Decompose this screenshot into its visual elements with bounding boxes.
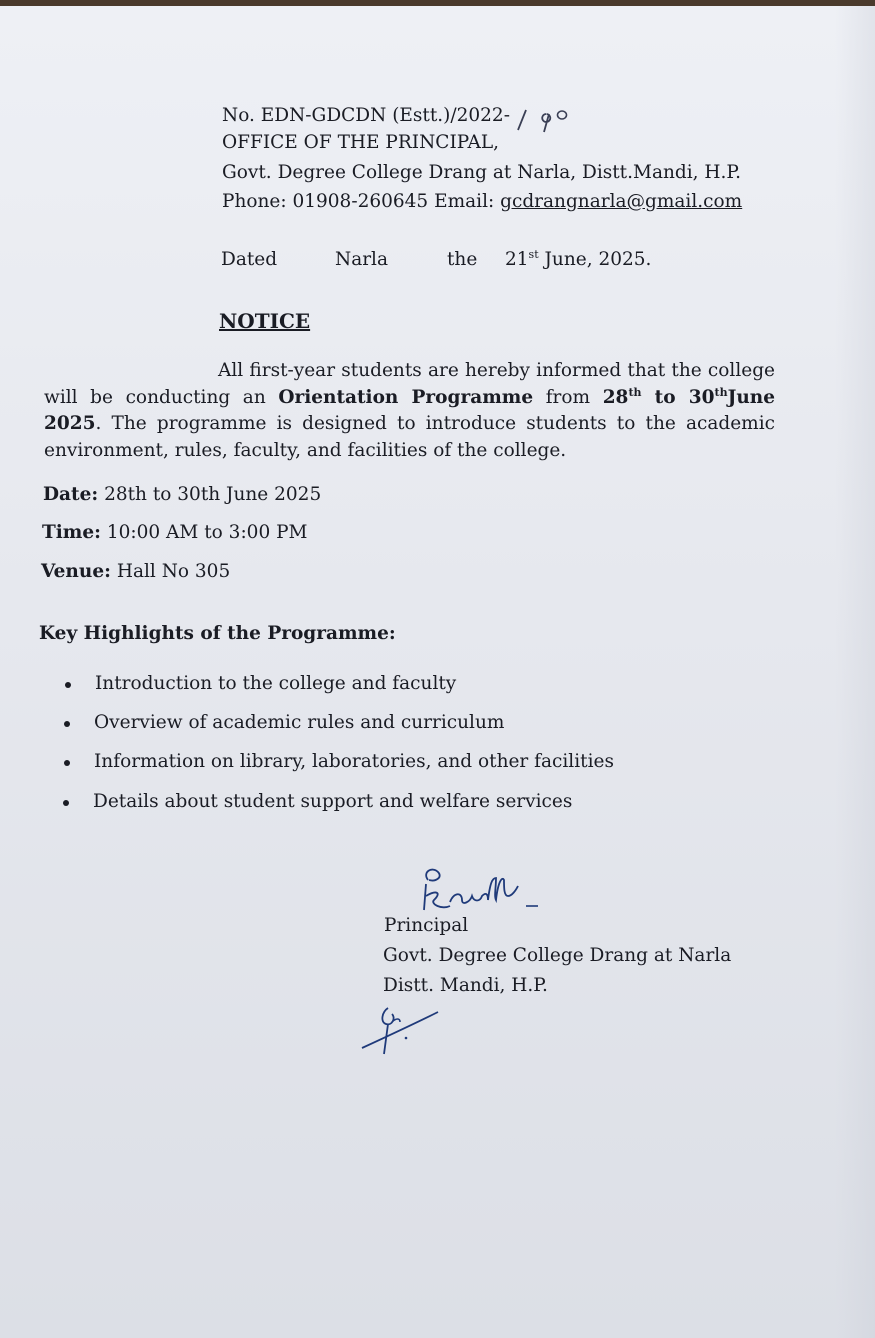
programme-name: Orientation Programme	[278, 386, 534, 408]
highlight-item: Introduction to the college and faculty	[95, 673, 457, 694]
detail-venue	[41, 563, 230, 582]
highlight-item: Overview of academic rules and curriculum	[94, 712, 505, 733]
reference-number	[222, 107, 510, 126]
signatory-district: Distt. Mandi, H.P.	[383, 975, 548, 996]
handwritten-reference-number	[508, 104, 568, 134]
contact-line	[222, 193, 742, 212]
from-suffix: th	[628, 385, 642, 399]
reference-number-text: No. EDN-GDCDN (Estt.)/2022-	[222, 105, 510, 126]
from-day: 28	[602, 386, 629, 408]
initials-signature	[358, 1000, 448, 1060]
phone-text: Phone: 01908-260645 Email:	[222, 191, 501, 212]
dated-place: Narla	[335, 249, 389, 270]
body-purpose: . The programme is designed to introduce students to the academic environment, rules, faculty, and facilities of the college.	[44, 413, 775, 461]
bullet-icon	[64, 760, 70, 766]
office-title: OFFICE OF THE PRINCIPAL,	[222, 132, 500, 153]
detail-venue-label: Venue:	[41, 561, 111, 582]
college-address: Govt. Degree College Drang at Narla, Distt.Mandi, H.P.	[222, 162, 742, 183]
detail-time-value: 10:00 AM to 3:00 PM	[100, 522, 308, 543]
notice-title: NOTICE	[219, 309, 311, 333]
notice-body	[44, 358, 775, 464]
detail-time-label: Time:	[42, 522, 101, 543]
detail-time	[42, 524, 308, 543]
email-link[interactable]: gcdrangnarla@gmail.com	[500, 191, 743, 212]
bullet-icon	[64, 721, 70, 727]
detail-date-value: 28th to 30th June 2025	[98, 484, 322, 505]
dated-month-year: June, 2025.	[544, 249, 652, 270]
detail-date	[43, 486, 321, 505]
to-month-year: June 2025	[44, 386, 776, 434]
dated-day: 21	[505, 249, 529, 270]
body-from: from	[533, 386, 603, 408]
signatory-college: Govt. Degree College Drang at Narla	[383, 945, 732, 966]
principal-signature	[414, 862, 574, 922]
highlights-title: Key Highlights of the Programme:	[39, 623, 396, 644]
highlight-item: Details about student support and welfare services	[93, 791, 573, 812]
dated-date	[505, 247, 652, 270]
to-suffix: th	[714, 385, 728, 399]
to-day: to 30	[641, 386, 715, 408]
dated-day-suffix: st	[528, 247, 539, 261]
bullet-icon	[65, 682, 71, 688]
highlight-item: Information on library, laboratories, and other facilities	[94, 751, 614, 772]
dated-label: Dated	[221, 249, 278, 270]
detail-venue-value: Hall No 305	[110, 561, 231, 582]
bullet-icon	[63, 800, 69, 806]
dated-the: the	[447, 249, 478, 270]
signatory-designation: Principal	[384, 915, 469, 936]
body-intro: All first-year students are hereby informed that the college will be conducting an	[44, 360, 775, 408]
detail-date-label: Date:	[43, 484, 99, 505]
